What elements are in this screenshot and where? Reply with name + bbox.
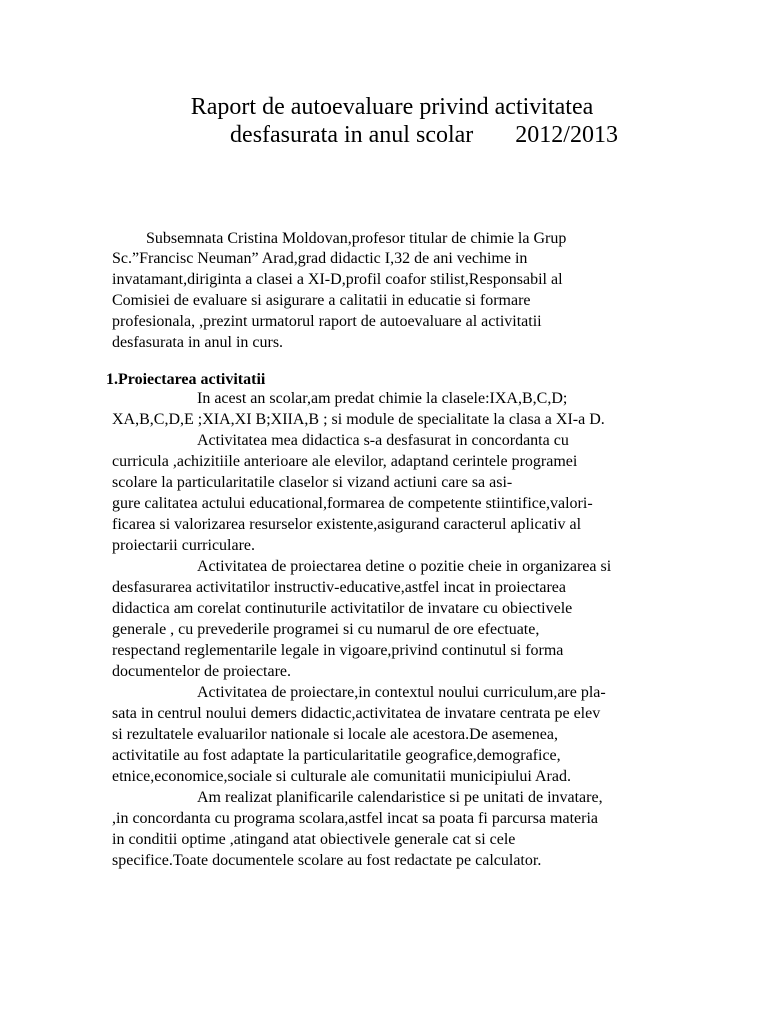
body-line: in conditii optime ,atingand atat obiectivele generale cat si cele xyxy=(112,831,516,848)
body-line: ficarea si valorizarea resurselor existente,asigurand caracterul aplicativ al xyxy=(112,516,582,533)
body-line: Activitatea mea didactica s-a desfasurat in concordanta cu xyxy=(197,432,569,449)
body-line: proiectarii curriculare. xyxy=(112,537,256,554)
document-title-line-1: Raport de autoevaluare privind activitatea xyxy=(190,94,594,120)
body-line: respectand reglementarile legale in vigoare,privind continutul si forma xyxy=(112,642,564,659)
body-line: XA,B,C,D,E ;XIA,XI B;XIIA,B ; si module de specialitate la clasa a XI-a D. xyxy=(112,411,605,428)
body-line: gure calitatea actului educational,formarea de competente stiintifice,valori- xyxy=(112,495,593,512)
body-line: etnice,economice,sociale si culturale ale comunitatii municipiului Arad. xyxy=(112,768,571,785)
intro-line: Subsemnata Cristina Moldovan,profesor titular de chimie la Grup xyxy=(146,230,567,247)
intro-line: Comisiei de evaluare si asigurare a calitatii in educatie si formare xyxy=(112,292,531,309)
intro-line: Sc.”Francisc Neuman” Arad,grad didactic I,32 de ani vechime in xyxy=(112,250,528,267)
body-line: specifice.Toate documentele scolare au fost redactate pe calculator. xyxy=(112,852,542,869)
title-text: desfasurata in anul scolar xyxy=(230,122,474,148)
body-line: generale , cu prevederile programei si cu numarul de ore efectuate, xyxy=(112,621,540,638)
body-line: si rezultatele evaluarilor nationale si locale ale acestora.De asemenea, xyxy=(112,726,558,743)
body-line: curricula ,achizitiile anterioare ale elevilor, adaptand cerintele programei xyxy=(112,453,578,470)
body-line: In acest an scolar,am predat chimie la clasele:IXA,B,C,D; xyxy=(197,390,568,407)
body-line: sata in centrul noului demers didactic,activitatea de invatare centrata pe elev xyxy=(112,705,601,722)
intro-line: desfasurata in anul in curs. xyxy=(112,334,284,351)
body-line: activitatile au fost adaptate la particularitatile geografice,demografice, xyxy=(112,747,561,764)
body-line: desfasurarea activitatilor instructiv-educative,astfel incat in proiectarea xyxy=(112,579,566,596)
intro-line: profesionala, ,prezint urmatorul raport de autoevaluare al activitatii xyxy=(112,313,542,330)
intro-line: invatamant,diriginta a clasei a XI-D,profil coafor stilist,Responsabil al xyxy=(112,271,563,288)
school-year: 2012/2013 xyxy=(515,122,618,148)
body-line: Am realizat planificarile calendaristice si pe unitati de invatare, xyxy=(197,789,603,806)
section-heading: 1.Proiectarea activitatii xyxy=(106,371,266,388)
body-line: Activitatea de proiectarea detine o pozitie cheie in organizarea si xyxy=(197,558,612,575)
body-line: scolare la particularitatile claselor si vizand actiuni care sa asi- xyxy=(112,474,513,491)
document-title-line-2 xyxy=(40,120,768,150)
body-line: documentelor de proiectare. xyxy=(112,663,292,680)
body-line: didactica am corelat continuturile activitatilor de invatare cu obiectivele xyxy=(112,600,573,617)
body-line: Activitatea de proiectare,in contextul noului curriculum,are pla- xyxy=(197,684,606,701)
body-line: ,in concordanta cu programa scolara,astfel incat sa poata fi parcursa materia xyxy=(112,810,598,827)
